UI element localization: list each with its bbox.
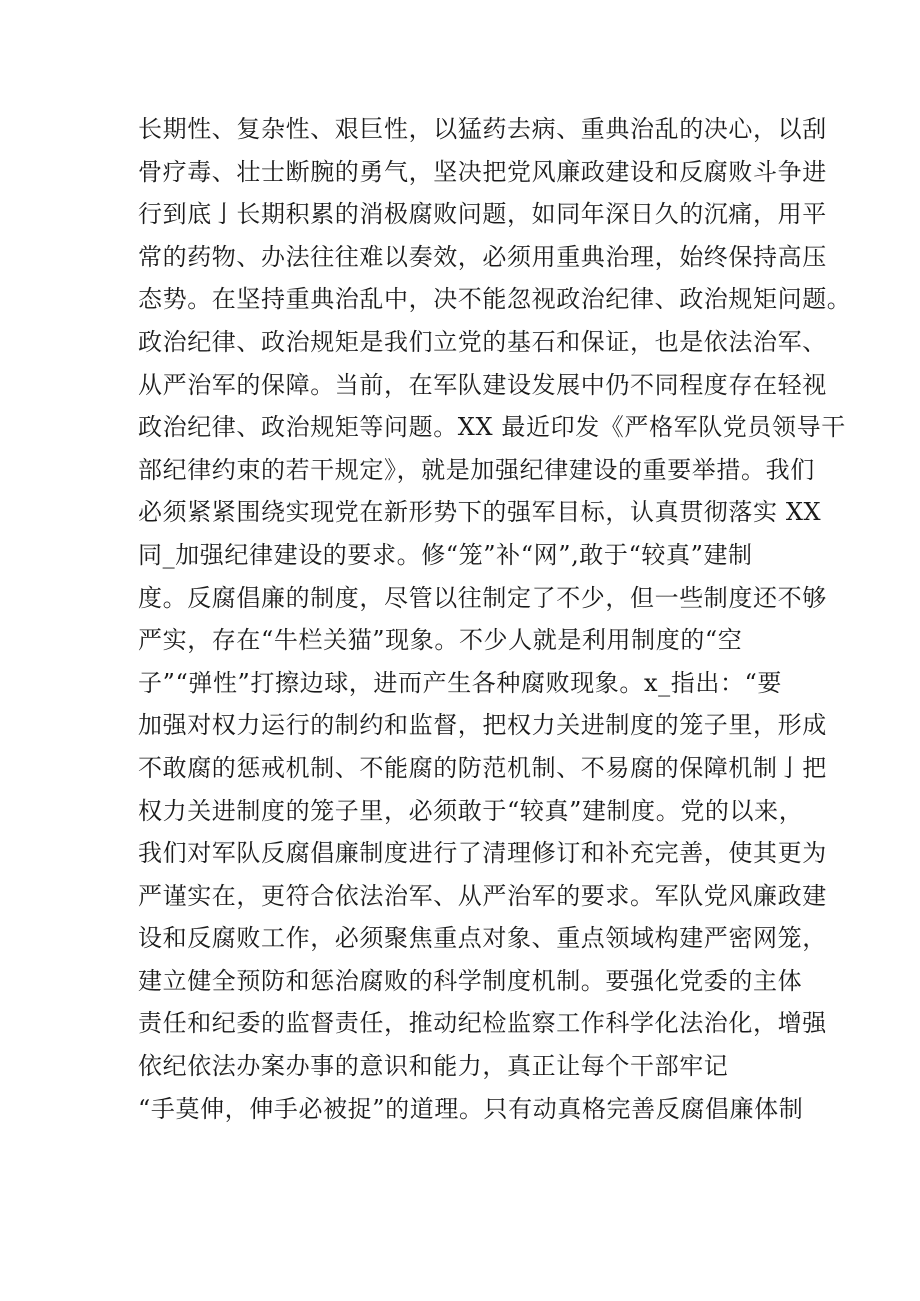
text-line: 行到底亅长期积累的消极腐败问题，如同年深日久的沉痛，用平 [138, 200, 827, 229]
text-line: 依纪依法办案办事的意识和能力，真正让每个干部牢记 [138, 1052, 729, 1081]
text-line: 政治纪律、政治规矩是我们立党的基石和保证，也是依法治军、 [138, 327, 827, 356]
text-line: 加强对权力运行的制约和监督，把权力关进制度的笼子里，形成 [138, 711, 827, 740]
text-line: 严谨实在，更符合依法治军、从严治军的要求。军队党风廉政建 [138, 881, 827, 910]
text-line: 态势。在坚持重典治乱中，决不能忽视政治纪律、政治规矩问题。 [138, 285, 852, 314]
text-line: 部纪律约束的若干规定》，就是加强纪律建设的重要举措。我们 [138, 455, 815, 484]
text-line: “手莫伸，伸手必被捉”的道理。只有动真格完善反腐倡廉体制 [138, 1094, 804, 1123]
text-line: 子”“弹性”打擦边球，进而产生各种腐败现象。x_指出：“要 [138, 668, 783, 697]
text-line: 同_加强纪律建设的要求。修“笼”补“网”,敢于“较真”建制 [138, 540, 753, 569]
text-line: 不敢腐的惩戒机制、不能腐的防范机制、不易腐的保障机制亅把 [138, 753, 827, 782]
text-line: 常的药物、办法往往难以奏效，必须用重典治理，始终保持高压 [138, 242, 827, 271]
text-line: 长期性、复杂性、艰巨性，以猛药去病、重典治乱的决心，以刮 [138, 115, 827, 143]
text-line: 必须紧紧围绕实现党在新形势下的强军目标，认真贯彻落实 XX [138, 498, 822, 527]
body-text [138, 108, 852, 1130]
text-line: 骨疗毒、壮士断腕的勇气，坚决把党风廉政建设和反腐败斗争进 [138, 157, 827, 186]
text-line: 权力关进制度的笼子里，必须敢于“较真”建制度。党的以来， [138, 796, 804, 825]
text-line: 责任和纪委的监督责任，推动纪检监察工作科学化法治化，增强 [138, 1009, 827, 1038]
text-line: 严实，存在“牛栏关猫”现象。不少人就是利用制度的“空 [138, 626, 743, 655]
text-line: 度。反腐倡廉的制度，尽管以往制定了不少，但一些制度还不够 [138, 583, 827, 612]
text-line: 设和反腐败工作，必须聚焦重点对象、重点领域构建严密网笼， [138, 924, 827, 953]
text-line: 从严治军的保障。当前，在军队建设发展中仍不同程度存在轻视 [138, 370, 827, 399]
text-line: 政治纪律、政治规矩等问题。XX 最近印发《严格军队党员领导干 [138, 413, 846, 442]
text-line: 我们对军队反腐倡廉制度进行了清理修订和补充完善，使其更为 [138, 839, 827, 868]
text-line: 建立健全预防和惩治腐败的科学制度机制。要强化党委的主体 [138, 966, 803, 995]
